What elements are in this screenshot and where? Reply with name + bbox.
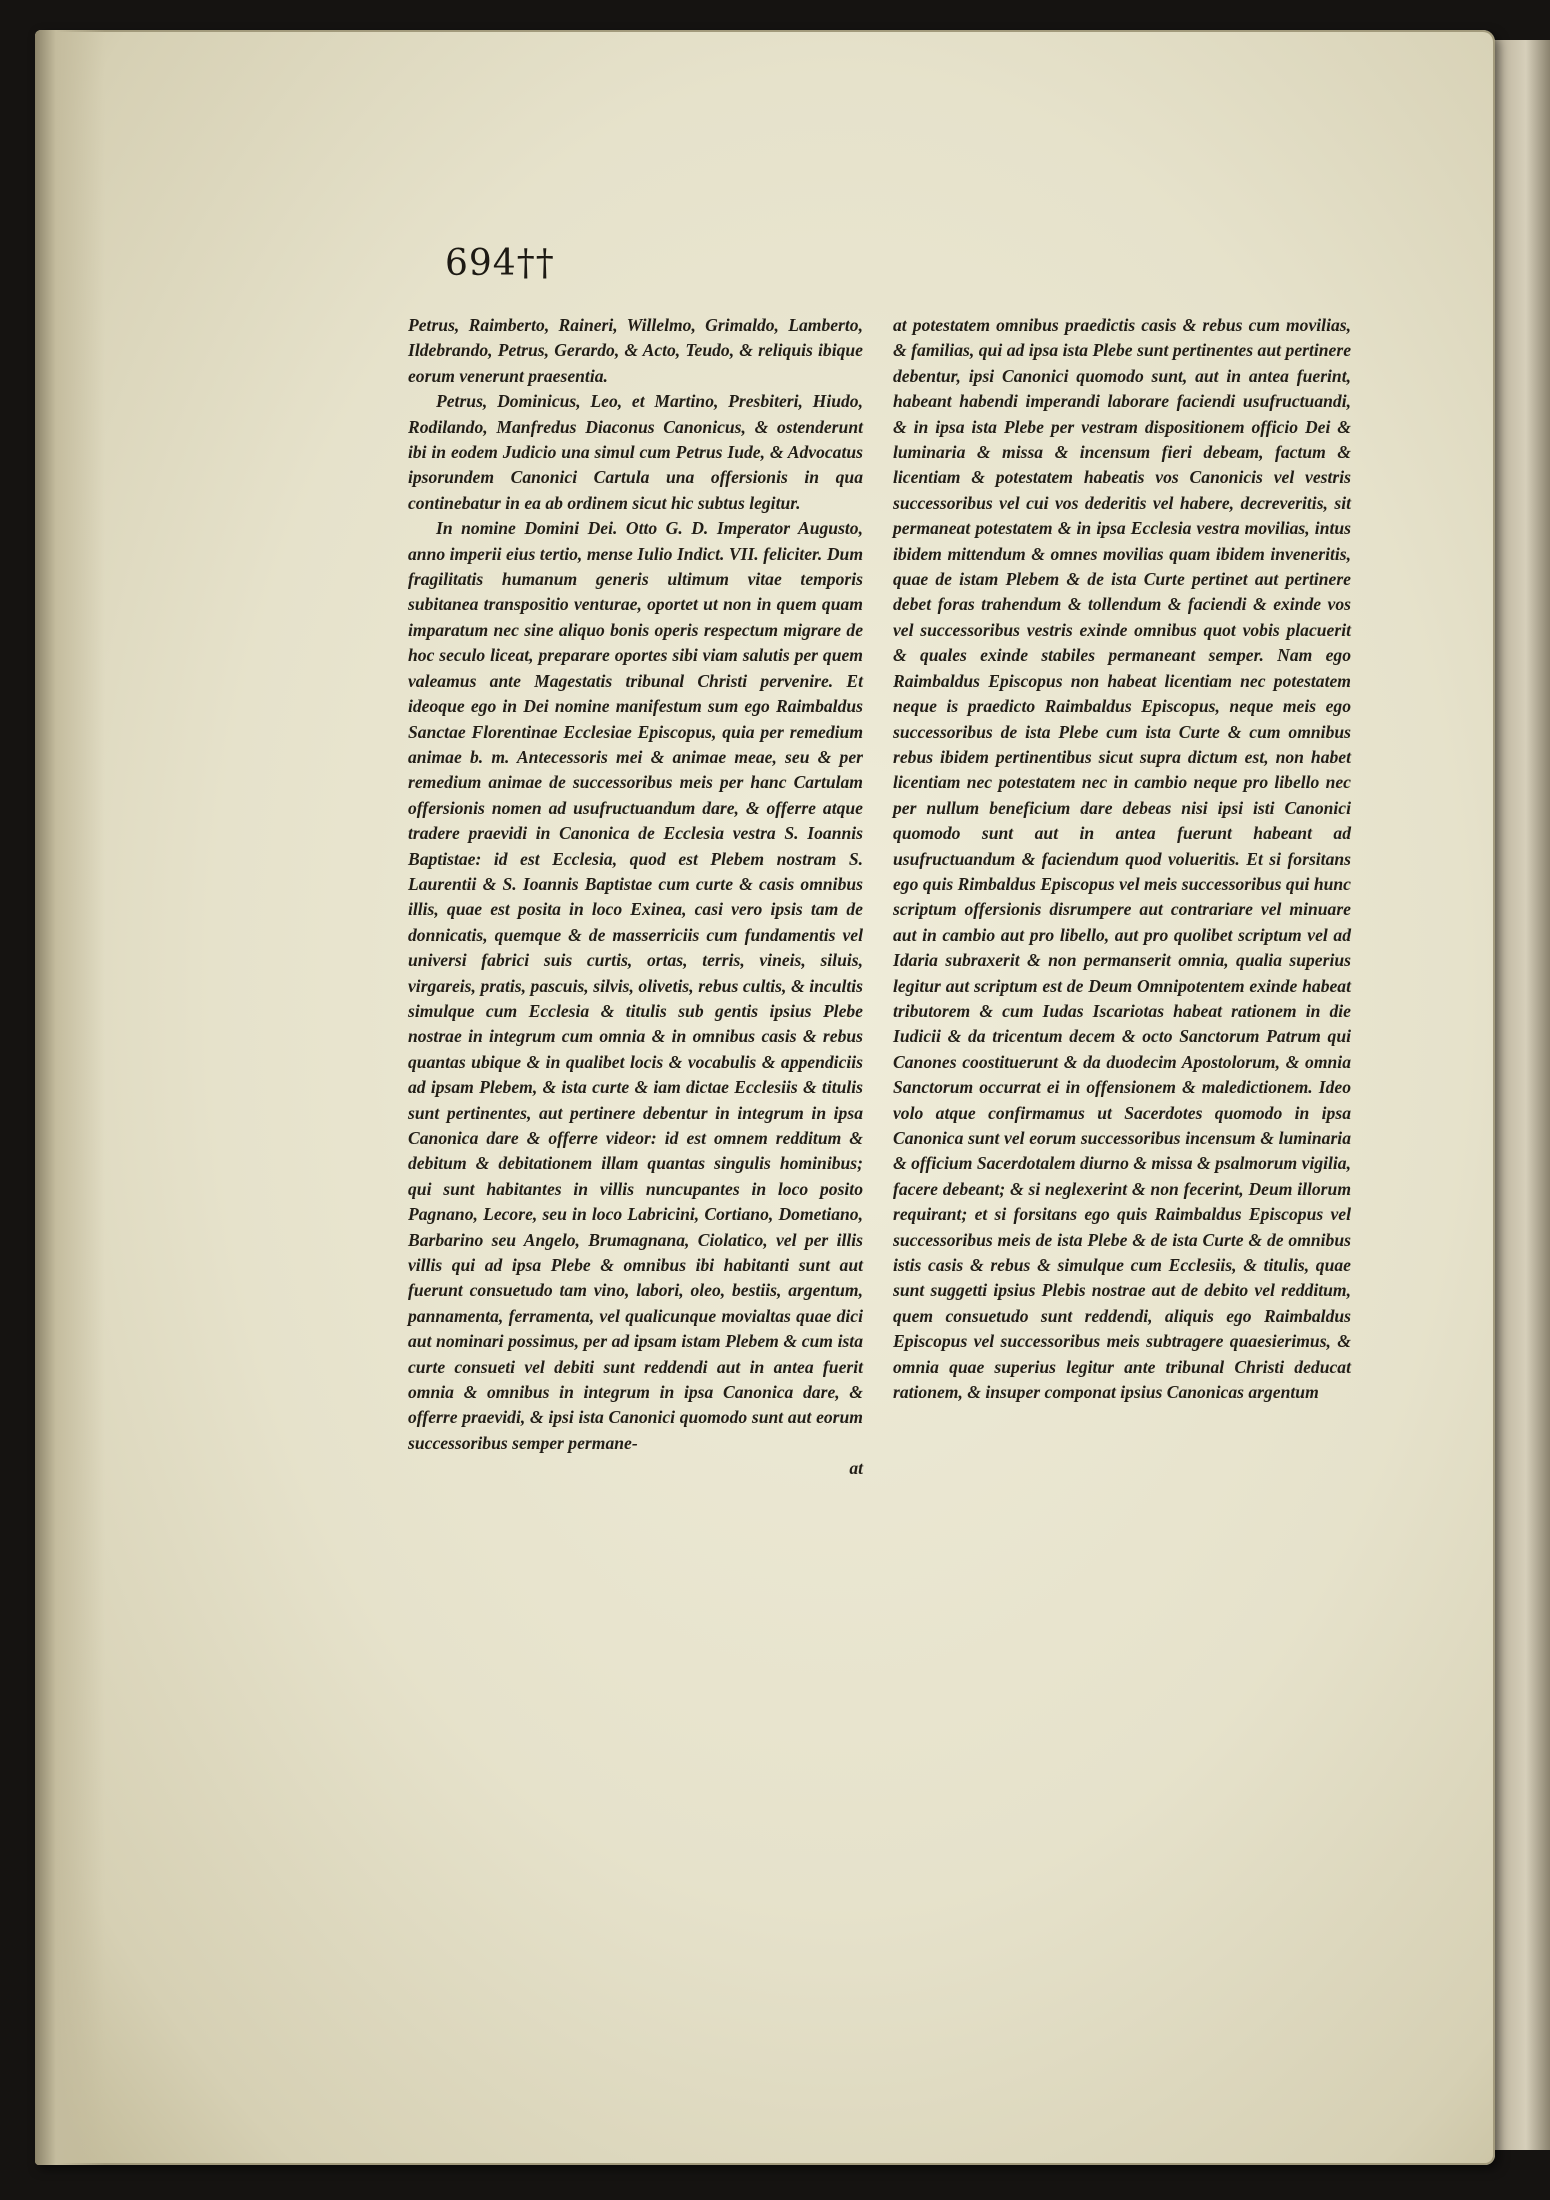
paragraph-witnesses: Petrus, Raimberto, Raineri, Willelmo, Grimaldo, Lamberto, Ildebrando, Petrus, Gerardo, & Acto, Teudo, & reliquis ibique eorum venerunt praesentia.	[408, 315, 863, 386]
page-number: 694††	[445, 243, 555, 284]
paragraph-charter-start: In nomine Domini Dei. Otto G. D. Imperator Augusto, anno imperii eius tertio, mense Iulio Indict. VII. feliciter. Dum fragilitatis humanum generis ultimum vitae temporis subitanea transpositio venturae, oportet ut non in quem quam imparatum nec sine aliquo bonis operis respectum migrare de hoc seculo liceat, preparare oportes sibi viam salutis per quem valeamus ante Magestatis tribunal Christi pervenire. Et ideoque ego in Dei nomine manifestum sum ego Raimbaldus Sanctae Florentinae Ecclesiae Episcopus, quia per remedium animae b. m. Antecessoris mei & animae meae, seu & per remedium animae de successoribus meis per hanc Cartulam offersionis nomen ad usufructuandum dare, & offerre atque tradere praevidi in Canonica de Ecclesia vestra S. Ioannis Baptistae: id est Ecclesia, quod est Plebem nostram S. Laurentii & S. Ioannis Baptistae cum curte & casis omnibus illis, quae est posita in loco Exinea, casi vero ipsis tam de donnicatis, quemque & de masserriciis cum fundamentis vel universi fabrici suis curtis, ortas, terris, vineis, siluis, virgareis, pratis, pascuis, silvis, olivetis, rebus cultis, & incultis simulque cum Ecclesia & titulis sub gentis ipsius Plebe nostrae in integrum cum omnia & in omnibus casis & rebus quantas ubique & in qualibet locis & vocabulis & appendiciis ad ipsam Plebem, & ista curte & iam dictae Ecclesiis & titulis sunt pertinentes, aut pertinere debentur in integrum in ipsa Canonica dare & offerre videor: id est omnem redditum & debitum & debitationem illam quantas singulis hominibus; qui sunt habitantes in villis nuncupantes in loco posito Pagnano, Lecore, seu in loco Labricini, Cortiano, Dometiano, Barbarino seu Angelo, Brumagnana, Ciolatico, vel per illis villis qui ad ipsa Plebe & omnibus ibi habitanti sunt aut fuerunt consuetudo tam vino, labori, oleo, bestiis, argentum, pannamenta, ferramenta, vel qualicunque movialtas quae dici aut nominari possimus, per ad ipsam istam Plebem & cum ista curte consueti vel debiti sunt reddendi aut in antea fuerit omnia & omnibus in integrum in ipsa Canonica dare, & offerre praevidi, & ipsi ista Canonici quomodo sunt aut eorum successoribus semper permane-	[408, 518, 863, 1453]
paragraph-presbiteri: Petrus, Dominicus, Leo, et Martino, Presbiteri, Hiudo, Rodilando, Manfredus Diaconus Canonicus, & ostenderunt ibi in eodem Judicio una simul cum Petrus Iude, & Advocatus ipsorundem Canonici Cartula una offersionis in qua continebatur in ea ab ordinem sicut hic subtus legitur.	[408, 391, 863, 513]
paragraph-charter-continued: at potestatem omnibus praedictis casis & rebus cum movilias, & familias, qui ad ipsa ista Plebe sunt pertinentes aut pertinere debentur, ipsi Canonici quomodo sunt, aut in antea fuerint, habeant habendi imperandi laborare faciendi usufructuandi, & in ipsa ista Plebe per vestram dispositionem officio Dei & luminaria & missa & incensum fieri debeam, factum & licentiam & potestatem habeatis vos Canonicis vel vestris successoribus vel cui vos dederitis vel habere, decreveritis, sit permaneat potestatem & in ipsa Ecclesia vestra movilias, intus ibidem mittendum & omnes movilias quam ibidem inveneritis, quae de istam Plebem & de ista Curte pertinet aut pertinere debet foras trahendum & tollendum & faciendi & exinde vos vel successoribus vestris exinde omnibus quot vobis placuerit & quales exinde stabiles permaneant semper. Nam ego Raimbaldus Episcopus non habeat licentiam nec potestatem neque is praedicto Raimbaldus Episcopus, neque meis ego successoribus de ista Plebe cum ista Curte & cum omnibus rebus ibidem pertinentibus sicut supra dictum est, non habet licentiam nec potestatem nec in cambio neque pro libello nec per nullum beneficium dare debeas nisi ipsi isti Canonici quomodo sunt aut in antea fuerunt habeant ad usufructuandum & faciendum quod volueritis. Et si forsitans ego quis Rimbaldus Episcopus vel meis successoribus qui hunc scriptum offersionis disrumpere aut contrariare vel minuare aut in cambio aut pro libello, aut pro quolibet scriptum vel ad Idaria subraxerit & non permanserit omnia, qualia superius legitur aut scriptum est de Deum Omnipotentem exinde habeat tributorem & cum Iudas Iscariotas habeat rationem in die Iudicii & da tricentum decem & octo Sanctorum Patrum qui Canones coostituerunt & da duodecim Apostolorum, & omnia Sanctorum occurrat ei in offensionem & maledictionem. Ideo volo atque confirmamus ut Sacerdotes quomodo in ipsa Canonica sunt vel eorum successoribus incensum & luminaria & officium Sacerdotalem diurno & missa & psalmorum vigilia, facere debeant; & si neglexerint & non fecerint, Deum illorum requirant; et si forsitans ego quis Raimbaldus Episcopus vel successoribus meis de ista Plebe & de ista Curte & de omnibus istis casis & rebus & simulque cum Ecclesiis, & titulis, quae sunt suggetti ipsius Plebis nostrae aut de debito vel redditum, quem consuetudo sunt reddendi, aliquis ego Raimbaldus Episcopus vel successoribus meis subtragere quaesierimus, & omnia quae superius legitur ante tribunal Christi deducat rationem, & insuper componat ipsius Canonicas argentum	[893, 315, 1351, 1403]
left-column	[408, 313, 863, 1482]
page-edge-shading	[35, 30, 105, 2165]
right-column	[893, 313, 1351, 1405]
left-catchword: at	[849, 1458, 863, 1479]
